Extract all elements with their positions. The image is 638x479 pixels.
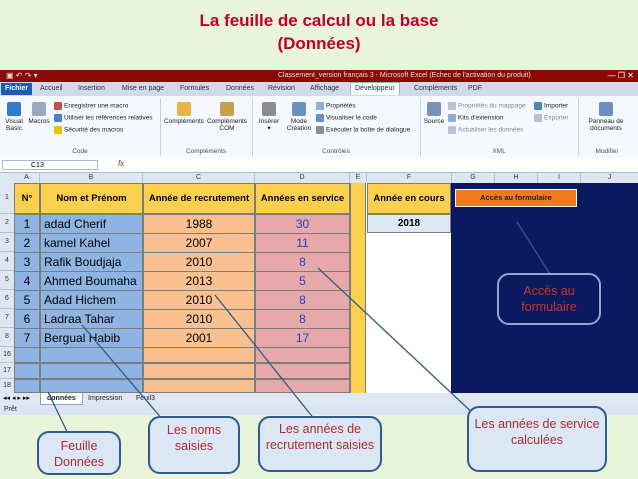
export-icon — [534, 114, 542, 122]
sheet-tab-donnees[interactable]: données — [40, 393, 83, 405]
callout-service: Les années de service calculées — [467, 406, 607, 472]
empty-cell[interactable] — [255, 379, 350, 393]
group-xml-label: XML — [492, 148, 506, 155]
tab-file[interactable]: Fichier — [1, 83, 32, 95]
column-header-j[interactable]: J — [581, 173, 638, 183]
row-header-17[interactable]: 17 — [0, 363, 14, 379]
name-cell[interactable]: Bergual Habib — [40, 328, 143, 348]
tab-insert[interactable]: Insertion — [78, 85, 105, 92]
service-years-cell[interactable]: 8 — [255, 309, 350, 329]
hire-year-cell[interactable]: 2007 — [143, 233, 255, 253]
quick-access-toolbar[interactable]: ▣ ↶ ↷ ▾ — [6, 71, 38, 80]
row-header-7[interactable]: 7 — [0, 309, 14, 328]
properties-icon — [316, 102, 324, 110]
service-years-cell[interactable]: 8 — [255, 290, 350, 310]
group-addins — [160, 98, 253, 156]
sheet-tab-feuil3[interactable]: Feuil3 — [136, 395, 156, 402]
empty-cell[interactable] — [14, 379, 40, 393]
empty-cell[interactable] — [255, 363, 350, 379]
macro-security-button[interactable]: Sécurité des macros — [54, 126, 123, 134]
group-controls-label: Contrôles — [322, 148, 350, 155]
xml-source-button[interactable]: Source — [422, 102, 446, 125]
visual-basic-icon — [7, 102, 21, 116]
refresh-icon — [448, 126, 456, 134]
group-code — [0, 98, 161, 156]
name-cell[interactable]: Rafik Boudjaja — [40, 252, 143, 272]
record-icon — [54, 102, 62, 110]
relative-references-button[interactable]: Utiliser les références relatives — [54, 114, 153, 122]
tab-formulas[interactable]: Formules — [180, 85, 210, 92]
export-button[interactable]: Exporter — [534, 114, 569, 122]
row-header-3[interactable]: 3 — [0, 233, 14, 252]
group-code-label: Code — [72, 148, 88, 155]
hire-year-cell[interactable]: 2010 — [143, 290, 255, 310]
macros-icon — [32, 102, 46, 116]
form-access-button[interactable]: Accès au formulaire — [455, 189, 577, 207]
callout-names: Les noms saisies — [148, 416, 240, 474]
window-title: Classement_version français 3 - Microsoft Excel (Echec de l'activation du produit) — [278, 72, 531, 79]
service-years-cell[interactable]: 30 — [255, 214, 350, 234]
column-f-area — [367, 213, 451, 393]
visual-basic-button[interactable]: Visual Basic — [3, 102, 25, 132]
tab-developer[interactable]: Développeur — [350, 82, 400, 95]
macros-button[interactable]: Macros — [27, 102, 51, 125]
hire-year-cell[interactable]: 2013 — [143, 271, 255, 291]
hire-year-cell[interactable]: 2010 — [143, 309, 255, 329]
row-header-1[interactable]: 1 — [0, 183, 14, 214]
addins-icon — [177, 102, 191, 116]
window-controls[interactable]: — ❐ ✕ — [607, 71, 634, 80]
header-name[interactable]: Nom et Prénom — [40, 183, 143, 214]
map-icon — [448, 102, 456, 110]
group-controls — [252, 98, 421, 156]
tab-page-layout[interactable]: Mise en page — [122, 85, 165, 92]
column-header-e[interactable]: E — [350, 173, 367, 183]
row-number-cell[interactable]: 2 — [14, 233, 40, 253]
expansion-packs-button[interactable]: Kits d'extension — [448, 114, 503, 122]
header-service-years[interactable]: Années en service — [255, 183, 350, 214]
sheet-nav-arrows[interactable]: ◂◂ ◂ ▸ ▸▸ — [3, 395, 30, 402]
empty-cell[interactable] — [143, 379, 255, 393]
ribbon — [0, 96, 638, 159]
group-modify — [578, 98, 636, 156]
column-header-c[interactable]: C — [143, 173, 255, 183]
com-addins-icon — [220, 102, 234, 116]
empty-cell[interactable] — [40, 379, 143, 393]
row-header-16[interactable]: 16 — [0, 347, 14, 363]
column-header-h[interactable]: H — [495, 173, 538, 183]
grid-icon — [54, 114, 62, 122]
ribbon-tabs — [0, 82, 638, 96]
current-year-cell[interactable]: 2018 — [367, 214, 451, 233]
refresh-data-button[interactable]: Actualiser les données — [448, 126, 523, 134]
tab-review[interactable]: Révision — [268, 85, 295, 92]
group-xml — [420, 98, 579, 156]
column-header-i[interactable]: I — [538, 173, 581, 183]
empty-cell[interactable] — [40, 347, 143, 363]
tab-pdf[interactable]: PDF — [468, 85, 482, 92]
toolbox-icon — [262, 102, 276, 116]
name-box[interactable]: C13 — [2, 160, 98, 170]
column-header-d[interactable]: D — [255, 173, 350, 183]
dialog-icon — [316, 126, 324, 134]
excel-window — [0, 70, 638, 415]
slide-title-2: (Données) — [277, 34, 361, 53]
formula-bar — [0, 158, 638, 173]
tab-data[interactable]: Données — [226, 85, 255, 92]
run-dialog-button[interactable]: Exécuter la boîte de dialogue — [316, 126, 410, 134]
import-icon — [534, 102, 542, 110]
design-mode-icon — [292, 102, 306, 116]
empty-cell[interactable] — [255, 347, 350, 363]
row-header-4[interactable]: 4 — [0, 252, 14, 271]
row-number-cell[interactable]: 3 — [14, 252, 40, 272]
com-addins-button[interactable]: Compléments COM — [206, 102, 248, 132]
empty-cell[interactable] — [14, 347, 40, 363]
row-header-2[interactable]: 2 — [0, 214, 14, 233]
column-header-b[interactable]: B — [40, 173, 143, 183]
empty-cell[interactable] — [14, 363, 40, 379]
row-header-5[interactable]: 5 — [0, 271, 14, 290]
group-addins-label: Compléments — [185, 148, 227, 155]
name-cell[interactable]: Adad Hichem — [40, 290, 143, 310]
column-header-g[interactable]: G — [452, 173, 495, 183]
row-number-cell[interactable]: 4 — [14, 271, 40, 291]
row-number-cell[interactable]: 7 — [14, 328, 40, 348]
service-years-cell[interactable]: 5 — [255, 271, 350, 291]
service-years-cell[interactable]: 11 — [255, 233, 350, 253]
callout-sheet: Feuille Données — [37, 431, 121, 475]
hire-year-cell[interactable]: 2001 — [143, 328, 255, 348]
status-bar: Prêt — [0, 405, 638, 415]
empty-cell[interactable] — [143, 347, 255, 363]
empty-cell[interactable] — [143, 363, 255, 379]
service-years-cell[interactable]: 8 — [255, 252, 350, 272]
hire-year-cell[interactable]: 2010 — [143, 252, 255, 272]
callout-form-access: Accès au formulaire — [497, 273, 601, 325]
group-modify-label: Modifier — [595, 148, 619, 155]
code-icon — [316, 114, 324, 122]
row-number-cell[interactable]: 6 — [14, 309, 40, 329]
column-e-strip — [350, 183, 366, 393]
header-current-year[interactable]: Année en cours — [367, 183, 451, 214]
design-mode-button[interactable]: Mode Création — [284, 102, 314, 132]
tab-view[interactable]: Affichage — [310, 85, 340, 92]
view-code-button[interactable]: Visualiser le code — [316, 114, 377, 122]
sheet-tab-bar — [0, 393, 638, 405]
empty-cell[interactable] — [40, 363, 143, 379]
tab-home[interactable]: Accueil — [40, 85, 63, 92]
row-header-18[interactable]: 18 — [0, 379, 14, 394]
column-header-a[interactable]: A — [14, 173, 40, 183]
slide-title-1: La feuille de calcul ou la base — [199, 11, 439, 30]
insert-control-button[interactable]: Insérer ▾ — [255, 102, 283, 132]
row-number-cell[interactable]: 5 — [14, 290, 40, 310]
column-header-f[interactable]: F — [367, 173, 452, 183]
xml-source-icon — [427, 102, 441, 116]
properties-button[interactable]: Propriétés — [316, 102, 356, 110]
title-bar — [0, 70, 638, 82]
name-cell[interactable]: kamel Kahel — [40, 233, 143, 253]
header-number[interactable]: N° — [14, 183, 40, 214]
addins-button[interactable]: Compléments — [163, 102, 205, 125]
tab-addins[interactable]: Compléments — [414, 85, 458, 92]
hire-year-cell[interactable]: 1988 — [143, 214, 255, 234]
map-properties-button[interactable]: Propriétés du mappage — [448, 102, 526, 110]
record-macro-button[interactable]: Enregistrer une macro — [54, 102, 128, 110]
name-cell[interactable]: adad Cherif — [40, 214, 143, 234]
document-panel-button[interactable]: Panneau de documents — [580, 102, 632, 132]
sheet-tab-impression[interactable]: Impression — [88, 395, 123, 402]
warning-icon — [54, 126, 62, 134]
name-cell[interactable]: Ahmed Boumaha — [40, 271, 143, 291]
name-cell[interactable]: Ladraa Tahar — [40, 309, 143, 329]
import-button[interactable]: Importer — [534, 102, 568, 110]
callout-years: Les années de recrutement saisies — [258, 416, 382, 472]
row-number-cell[interactable]: 1 — [14, 214, 40, 234]
fx-button[interactable]: fx — [118, 159, 125, 168]
pack-icon — [448, 114, 456, 122]
row-header-8[interactable]: 8 — [0, 328, 14, 347]
service-years-cell[interactable]: 17 — [255, 328, 350, 348]
row-header-6[interactable]: 6 — [0, 290, 14, 309]
document-panel-icon — [599, 102, 613, 116]
header-hire-year[interactable]: Année de recrutement — [143, 183, 255, 214]
